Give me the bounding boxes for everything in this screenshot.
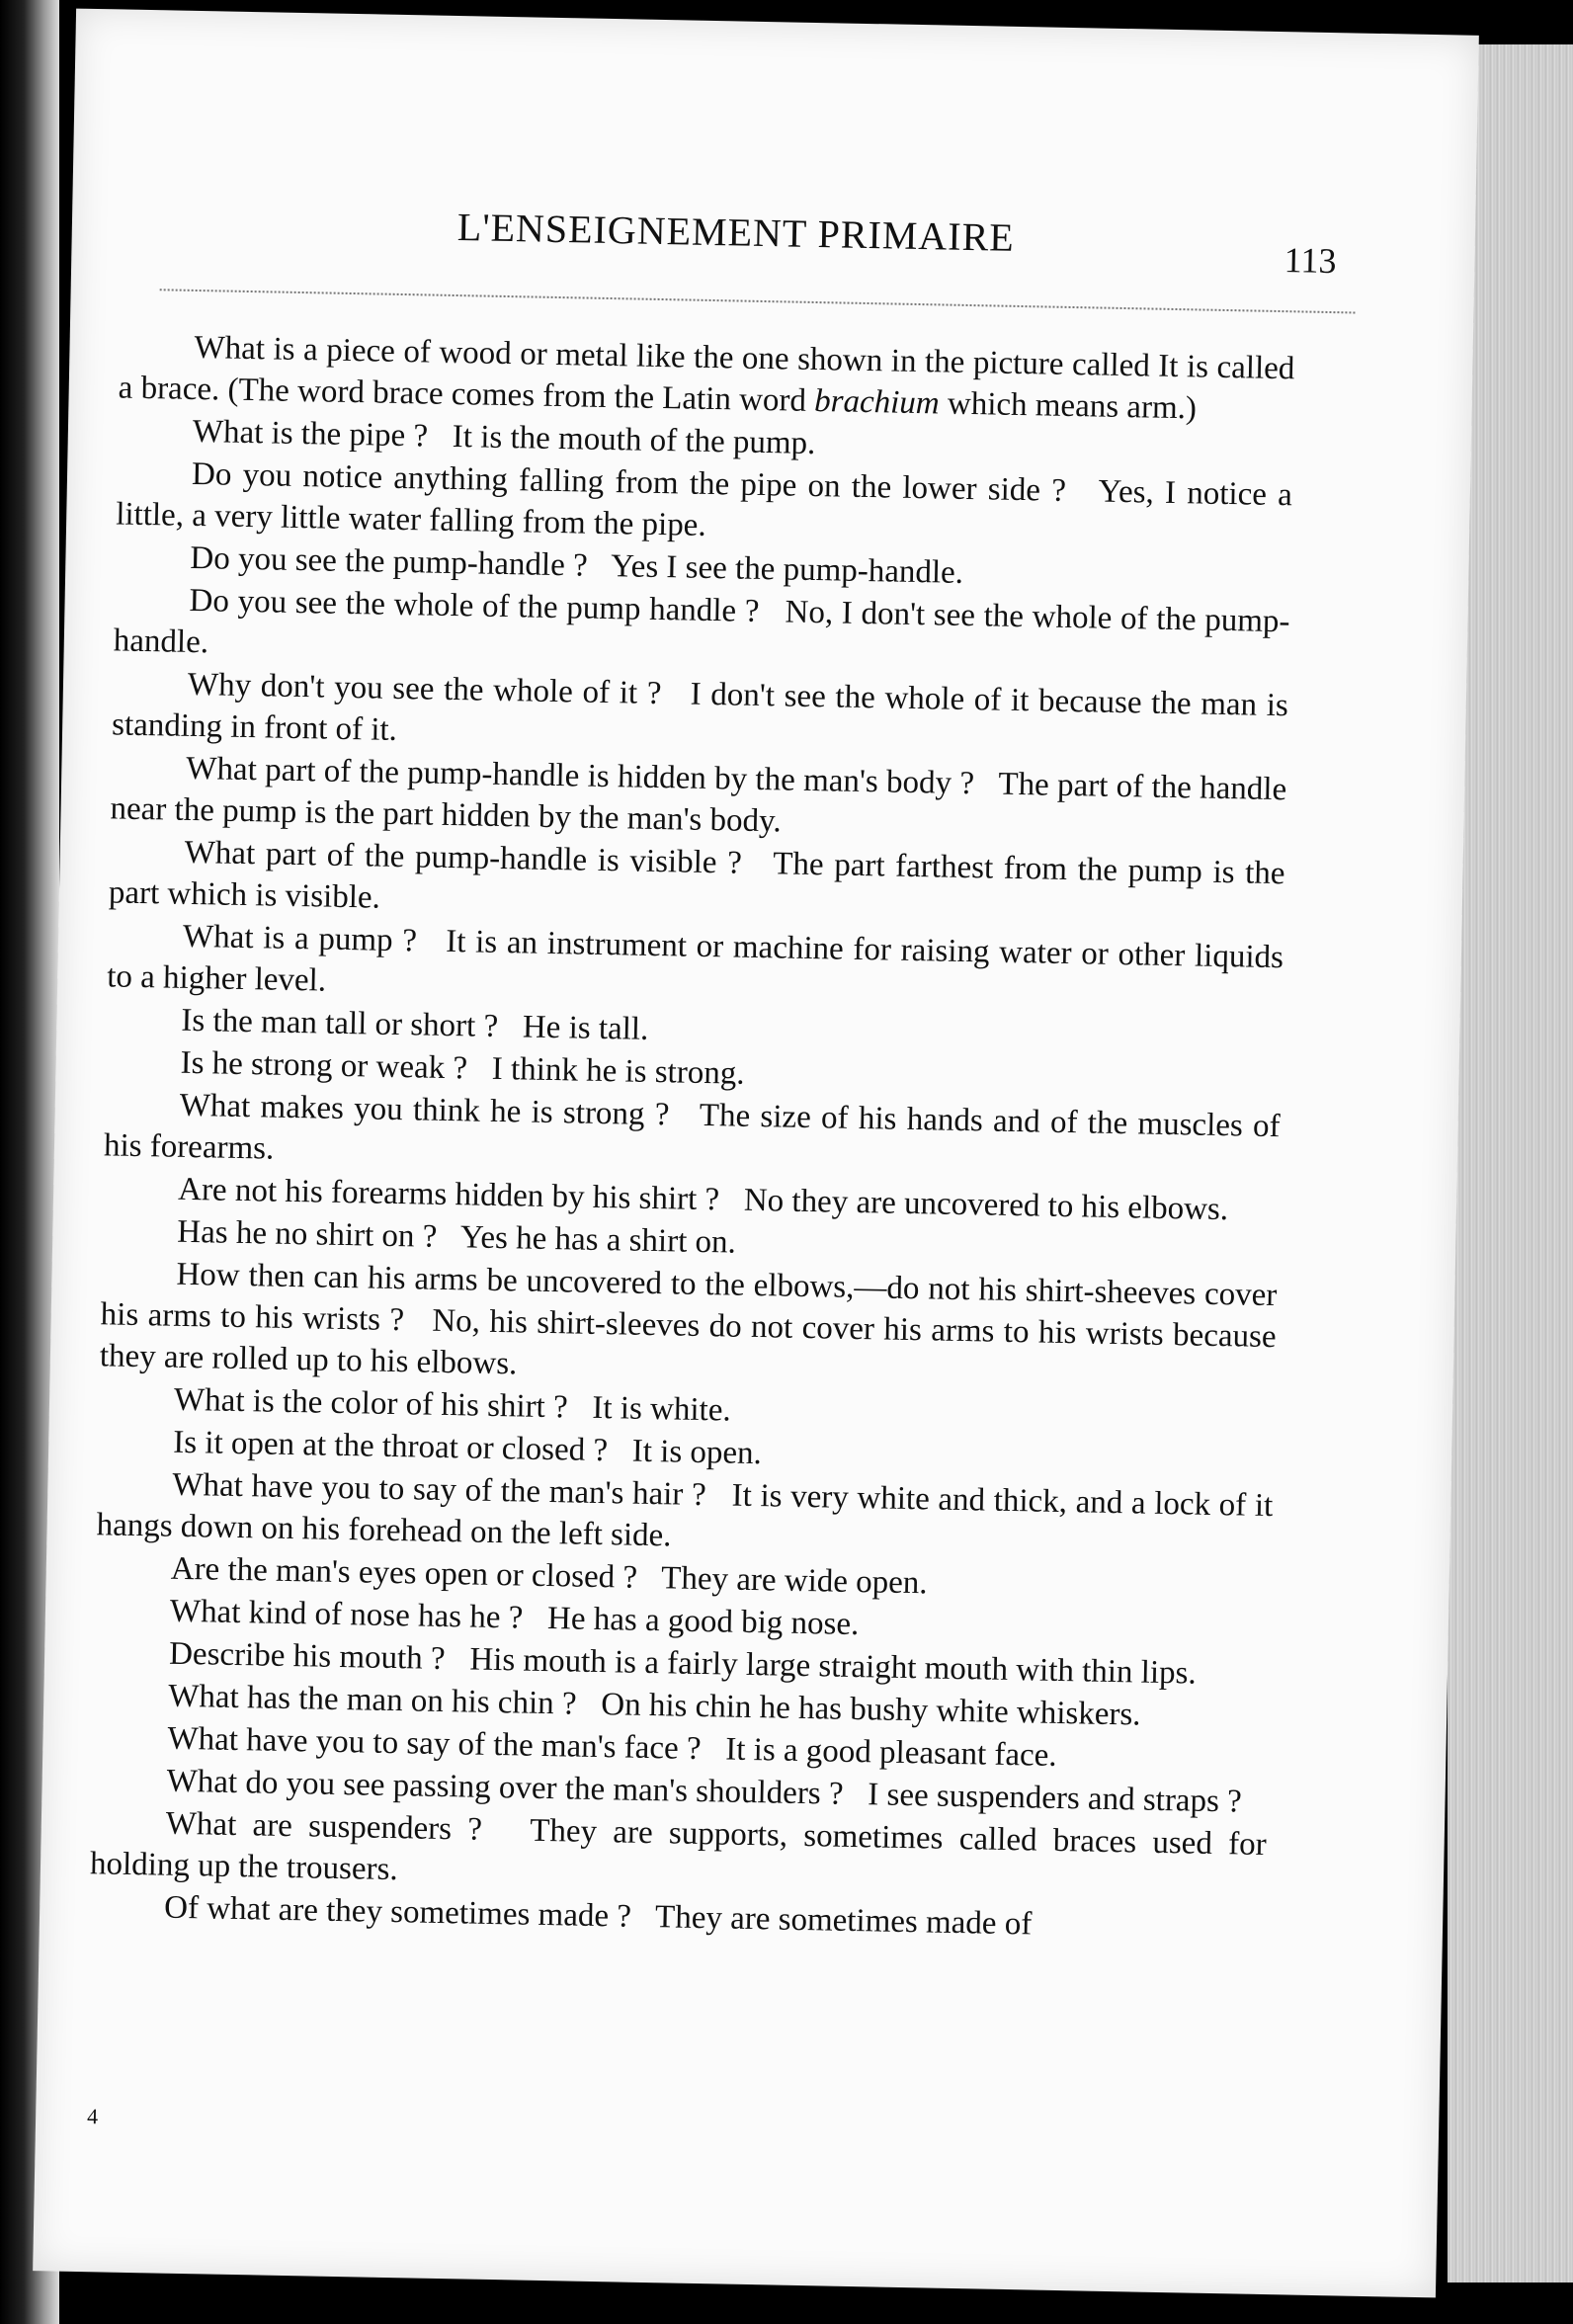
answer: The part of the handle near the pump is the part hidden by the man's body. — [110, 766, 1287, 840]
answer: It is the mouth of the pump. — [452, 418, 816, 462]
question: Describe his mouth ? — [168, 1635, 446, 1678]
answer: No, his shirt-sleeves do not cover his arms to his wrists because they are rolled up to his elbows. — [99, 1302, 1277, 1382]
question: Do you notice anything falling from the pipe on the lower side ? — [191, 456, 1067, 509]
answer-tail: which means arm.) — [947, 385, 1198, 427]
page-body — [89, 325, 1295, 1950]
answer: The size of his hands and of the muscles of his forearms. — [103, 1097, 1281, 1167]
qa-paragraph — [100, 1252, 1278, 1399]
question: What do you see passing over the man's shoulders ? — [166, 1763, 844, 1812]
page-sheet — [33, 9, 1479, 2298]
answer: It is very white and thick, and a lock of it hangs down on his forehead on the left side. — [96, 1477, 1274, 1554]
question: Is he strong or weak ? — [180, 1044, 468, 1087]
answer: I think he is strong. — [491, 1050, 745, 1092]
answer: No, I don't see the whole of the pump-handle. — [113, 594, 1290, 661]
answer: No they are uncovered to his elbows. — [743, 1182, 1229, 1228]
answer: I see suspenders and straps ? — [868, 1777, 1243, 1820]
answer: They are wide open. — [660, 1560, 928, 1602]
signature-mark: 4 — [86, 2104, 99, 2129]
answer: The part farthest from the pump is the part which is visible. — [108, 846, 1285, 916]
answer: It is a good pleasant face. — [724, 1731, 1057, 1774]
answer: He has a good big nose. — [546, 1601, 860, 1643]
answer: They are supports, sometimes called braces used for holding up the trousers. — [89, 1812, 1268, 1888]
question: What kind of nose has he ? — [169, 1593, 524, 1636]
answer: Yes he has a shirt on. — [459, 1219, 737, 1261]
question: What have you to say of the man's face ? — [167, 1720, 702, 1768]
question: What is a piece of wood or metal like the one shown in the picture called — [194, 329, 1151, 384]
question: Has he no shirt on ? — [177, 1213, 438, 1255]
answer: It is an instrument or machine for raising water or other liquids to a higher level. — [106, 923, 1284, 999]
answer: It is called a brace. (The word brace comes from the Latin word — [118, 348, 1295, 419]
question: Are the man's eyes open or closed ? — [170, 1550, 638, 1596]
answer: It is white. — [592, 1389, 731, 1429]
answer: It is open. — [631, 1433, 763, 1472]
question: What is the pipe ? — [192, 413, 429, 455]
running-title: L'ENSEIGNEMENT PRIMAIRE — [456, 205, 1016, 260]
question: What have you to say of the man's hair ? — [172, 1466, 707, 1514]
header-rule — [160, 289, 1356, 313]
question: What has the man on his chin ? — [167, 1678, 577, 1722]
question: What part of the pump-handle is visible ? — [184, 834, 743, 881]
question: How then can his arms be uncovered to the elbows,—do not his shirt-sheeves cover his arms to his wrists ? — [100, 1256, 1278, 1339]
answer: Yes, I notice a little, a very little water falling from the pipe. — [115, 473, 1293, 543]
answer: Yes I see the pump-handle. — [610, 548, 964, 591]
answer: On his chin he has bushy white whiskers. — [600, 1687, 1141, 1733]
question: What is the color of his shirt ? — [173, 1381, 569, 1426]
question: What are suspenders ? — [165, 1805, 483, 1848]
question: Are not his forearms hidden by his shirt ? — [177, 1171, 720, 1218]
answer: He is tall. — [522, 1009, 649, 1047]
question: Do you see the whole of the pump handle ? — [189, 582, 760, 629]
question: Do you see the pump-handle ? — [190, 540, 589, 584]
question: Is the man tall or short ? — [181, 1002, 499, 1044]
question: Of what are they sometimes made ? — [163, 1889, 632, 1935]
question: Why don't you see the whole of it ? — [187, 666, 662, 712]
answer: His mouth is a fairly large straight mouth with thin lips. — [469, 1641, 1198, 1692]
question: What is a pump ? — [182, 918, 418, 959]
question: Is it open at the throat or closed ? — [172, 1424, 609, 1469]
latin-word: brachium — [813, 383, 941, 422]
page-header — [130, 198, 1338, 309]
answer: They are sometimes made of — [654, 1899, 1033, 1943]
answer: I don't see the whole of it because the man is standing in front of it. — [111, 676, 1289, 748]
question: What makes you think he is strong ? — [179, 1087, 670, 1133]
question: What part of the pump-handle is hidden by the man's body ? — [186, 750, 975, 802]
page-number: 113 — [1283, 240, 1337, 282]
